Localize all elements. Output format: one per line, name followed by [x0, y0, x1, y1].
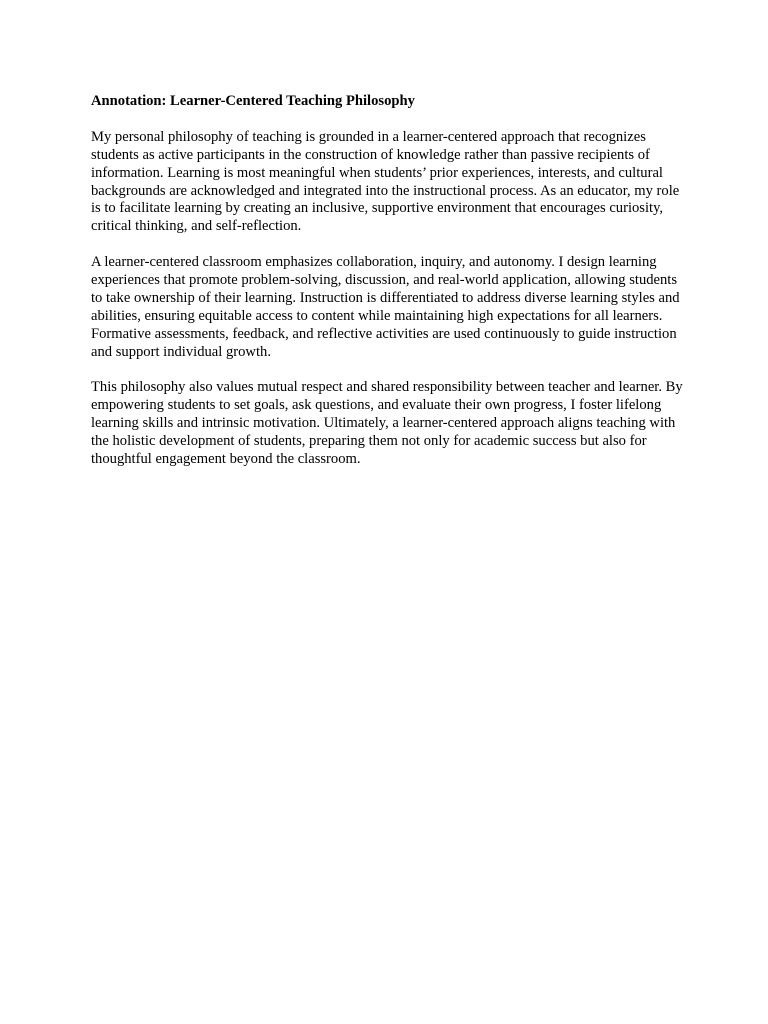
document-title: Annotation: Learner-Centered Teaching Philosophy — [91, 93, 415, 109]
paragraph-1: My personal philosophy of teaching is grounded in a learner-centered approach that recognizes students as active participants in the construction of knowledge rather than passive recipients of information. Learning is most meaningful when students’ prior experiences, interests, and cultural backgrounds are acknowledged and integrated into the instructional process. As an educator, my role is to facilitate learning by creating an inclusive, supportive environment that encourages curiosity, critical thinking, and self-reflection. — [91, 128, 680, 235]
paragraph-2: A learner-centered classroom emphasizes collaboration, inquiry, and autonomy. I design learning experiences that promote problem-solving, discussion, and real-world application, allowing students to take ownership of their learning. Instruction is differentiated to address diverse learning styles and abilities, ensuring equitable access to content while maintaining high expectations for all learners. Formative assessments, feedback, and reflective activities are used continuously to guide instruction and support individual growth. — [91, 254, 680, 360]
paragraph-3: This philosophy also values mutual respect and shared responsibility between teacher and learner. By empowering students to set goals, ask questions, and evaluate their own progress, I foster lifelong learning skills and intrinsic motivation. Ultimately, a learner-centered approach aligns teaching with the holistic development of students, preparing them not only for academic success but also for thoughtful engagement beyond the classroom. — [91, 379, 683, 468]
document-body — [91, 93, 686, 487]
